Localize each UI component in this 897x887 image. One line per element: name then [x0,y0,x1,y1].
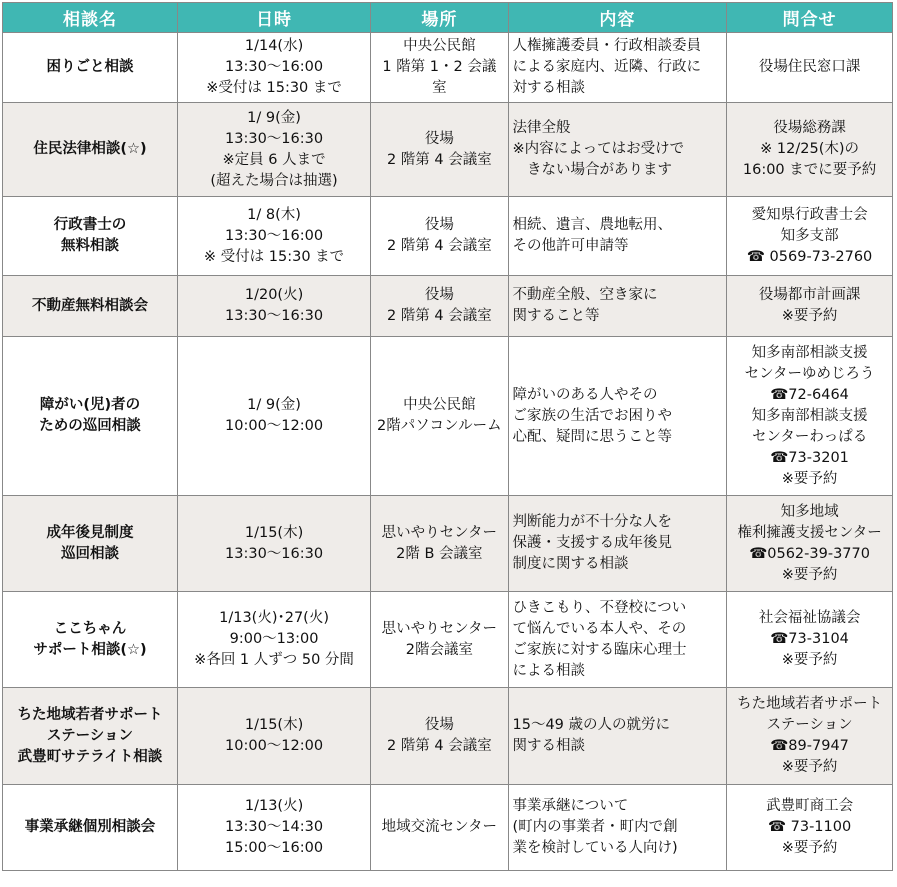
table-row [3,103,893,197]
consultation-content: 15～49 歳の人の就労に 関する相談 [508,688,727,785]
consultation-name: ちた地域若者サポート ステーション 武豊町サテライト相談 [3,688,178,785]
consultation-content: 人権擁護委員・行政相談委員 による家庭内、近隣、行政に 対する相談 [508,33,727,103]
table-row [3,276,893,337]
table-row [3,197,893,276]
consultation-contact: 知多地域 権利擁護支援センター ☎0562-39-3770 ※要予約 [727,496,893,592]
consultation-name: 困りごと相談 [3,33,178,103]
consultation-place: 思いやりセンター 2階 B 会議室 [371,496,508,592]
consultation-date: 1/ 9(金) 13:30～16:30 ※定員 6 人まで (超えた場合は抽選) [177,103,370,197]
consultation-place: 思いやりセンター 2階会議室 [371,592,508,688]
consultation-content: ひきこもり、不登校につい て悩んでいる本人や、その ご家族に対する臨床心理士 による相談 [508,592,727,688]
table-row [3,592,893,688]
consultation-name: 行政書士の 無料相談 [3,197,178,276]
consultation-contact: 役場都市計画課 ※要予約 [727,276,893,337]
consultation-content: 事業承継について (町内の事業者・町内で創 業を検討している人向け) [508,785,727,871]
consultation-content: 相続、遺言、農地転用、 その他許可申請等 [508,197,727,276]
consultation-place: 中央公民館 2階パソコンルーム [371,337,508,496]
consultation-place: 役場 2 階第 4 会議室 [371,688,508,785]
table-row [3,496,893,592]
table-row [3,33,893,103]
consultation-name: 成年後見制度 巡回相談 [3,496,178,592]
consultation-date: 1/ 8(木) 13:30～16:00 ※ 受付は 15:30 まで [177,197,370,276]
consultation-name: ここちゃん サポート相談(☆) [3,592,178,688]
table-row [3,785,893,871]
consultation-date: 1/14(水) 13:30～16:00 ※受付は 15:30 まで [177,33,370,103]
consultation-contact: ちた地域若者サポート ステーション ☎89-7947 ※要予約 [727,688,893,785]
header-date-time: 日時 [177,3,370,33]
consultation-place: 役場 2 階第 4 会議室 [371,276,508,337]
consultation-schedule-table [2,2,893,871]
table-row [3,337,893,496]
consultation-date: 1/ 9(金) 10:00～12:00 [177,337,370,496]
consultation-date: 1/15(木) 10:00～12:00 [177,688,370,785]
consultation-content: 判断能力が不十分な人を 保護・支援する成年後見 制度に関する相談 [508,496,727,592]
consultation-place: 中央公民館 1 階第 1・2 会議室 [371,33,508,103]
consultation-name: 事業承継個別相談会 [3,785,178,871]
consultation-name: 不動産無料相談会 [3,276,178,337]
consultation-place: 役場 2 階第 4 会議室 [371,197,508,276]
header-contact: 問合せ [727,3,893,33]
header-content: 内容 [508,3,727,33]
consultation-date: 1/13(火)･27(火) 9:00～13:00 ※各回 1 人ずつ 50 分間 [177,592,370,688]
consultation-contact: 社会福祉協議会 ☎73-3104 ※要予約 [727,592,893,688]
header-consultation-name: 相談名 [3,3,178,33]
consultation-place: 地域交流センター [371,785,508,871]
table-header-row [3,3,893,33]
header-place: 場所 [371,3,508,33]
consultation-content: 法律全般 ※内容によってはお受けで きない場合があります [508,103,727,197]
consultation-date: 1/20(火) 13:30～16:30 [177,276,370,337]
consultation-name: 住民法律相談(☆) [3,103,178,197]
consultation-date: 1/15(木) 13:30～16:30 [177,496,370,592]
consultation-contact: 知多南部相談支援 センターゆめじろう ☎72-6464 知多南部相談支援 センターわっぱる ☎73-3201 ※要予約 [727,337,893,496]
consultation-contact: 役場総務課 ※ 12/25(木)の 16:00 までに要予約 [727,103,893,197]
consultation-date: 1/13(火) 13:30～14:30 15:00～16:00 [177,785,370,871]
consultation-contact: 武豊町商工会 ☎ 73-1100 ※要予約 [727,785,893,871]
consultation-contact: 愛知県行政書士会 知多支部 ☎ 0569-73-2760 [727,197,893,276]
consultation-name: 障がい(児)者の ための巡回相談 [3,337,178,496]
consultation-content: 障がいのある人やその ご家族の生活でお困りや 心配、疑問に思うこと等 [508,337,727,496]
consultation-place: 役場 2 階第 4 会議室 [371,103,508,197]
table-row [3,688,893,785]
consultation-contact: 役場住民窓口課 [727,33,893,103]
consultation-content: 不動産全般、空き家に 関すること等 [508,276,727,337]
